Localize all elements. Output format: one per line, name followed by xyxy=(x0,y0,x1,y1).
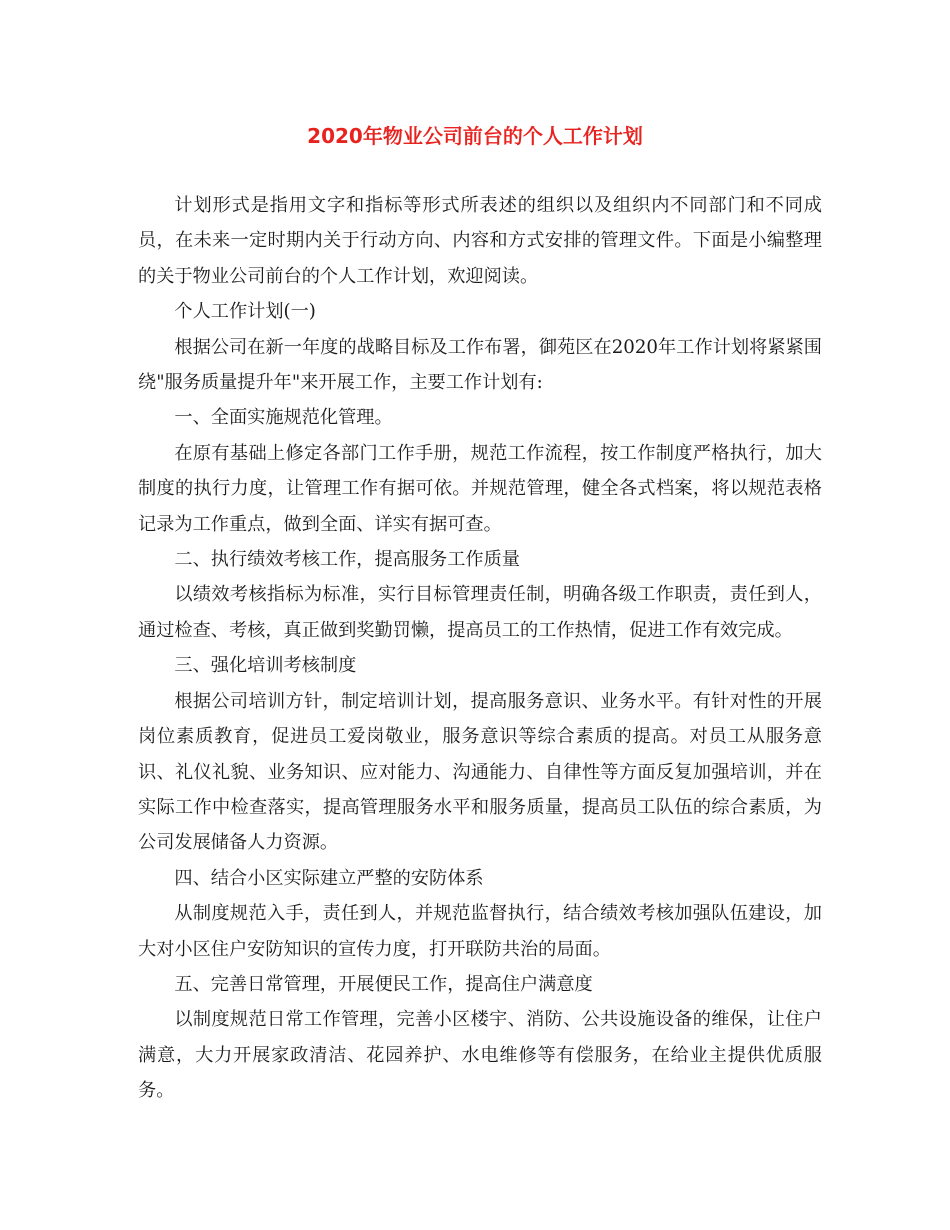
section-heading-5: 五、完善日常管理，开展便民工作，提高住户满意度 xyxy=(174,973,593,995)
paragraph-intro: 计划形式是指用文字和指标等形式所表述的组织以及组织内不同部门和不同成员，在未来一定时期内关于行动方向、内容和方式安排的管理文件。下面是小编整理的关于物业公司前台的个人工作计划，欢迎阅读。 xyxy=(138,195,822,287)
paragraph-3: 根据公司培训方针，制定培训计划，提高服务意识、业务水平。有针对性的开展岗位素质教育，促进员工爱岗敬业，服务意识等综合素质的提高。对员工从服务意识、礼仪礼貌、业务知识、应对能力、沟通能力、自律性等方面反复加强培训，并在实际工作中检查落实，提高管理服务水平和服务质量，提高员工队伍的综合素质，为公司发展储备人力资源。 xyxy=(138,690,822,854)
section-heading-1: 一、全面实施规范化管理。 xyxy=(174,407,393,429)
paragraph-5: 以制度规范日常工作管理，完善小区楼宇、消防、公共设施设备的维保，让住户满意，大力开展家政清洁、花园养护、水电维修等有偿服务，在给业主提供优质服务。 xyxy=(138,1009,822,1102)
section-heading-2: 二、执行绩效考核工作，提高服务工作质量 xyxy=(174,549,520,571)
section-heading-plan-one: 个人工作计划(一) xyxy=(174,301,316,323)
paragraph-4: 从制度规范入手，责任到人，并规范监督执行，结合绩效考核加强队伍建设，加大对小区住户安防知识的宣传力度，打开联防共治的局面。 xyxy=(138,903,822,960)
section-heading-3: 三、强化培训考核制度 xyxy=(174,655,357,677)
section-heading-4: 四、结合小区实际建立严整的安防体系 xyxy=(174,867,484,889)
paragraph-1: 在原有基础上修定各部门工作手册，规范工作流程，按工作制度严格执行，加大制度的执行力度，让管理工作有据可依。并规范管理，健全各式档案，将以规范表格记录为工作重点，做到全面、详实有据可查。 xyxy=(138,442,822,535)
paragraph-2: 以绩效考核指标为标准，实行目标管理责任制，明确各级工作职责，责任到人，通过检查、考核，真正做到奖勤罚懒，提高员工的工作热情，促进工作有效完成。 xyxy=(138,584,822,641)
document-body xyxy=(138,188,822,1109)
paragraph-overview: 根据公司在新一年度的战略目标及工作布署，御苑区在2020年工作计划将紧紧围绕"服务质量提升年"来开展工作，主要工作计划有: xyxy=(138,336,822,394)
document-title: 2020年物业公司前台的个人工作计划 xyxy=(307,124,643,148)
